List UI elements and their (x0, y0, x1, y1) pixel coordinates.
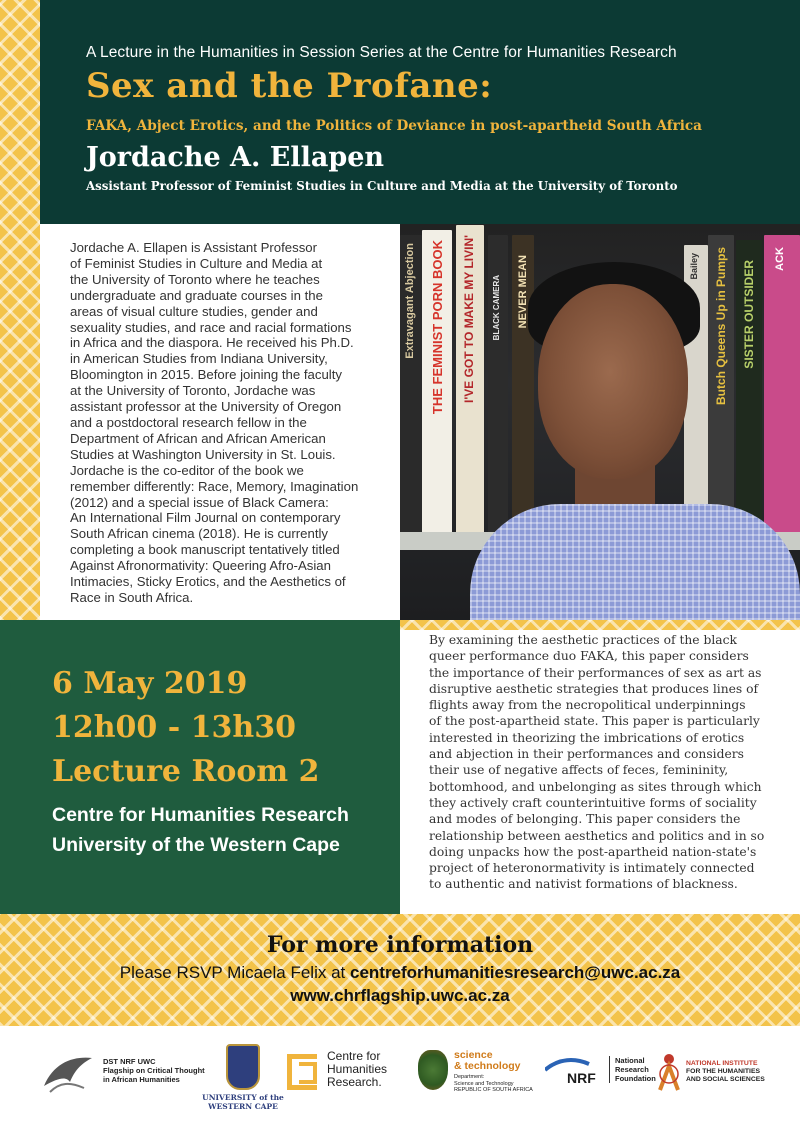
chr-line: Research. (327, 1075, 382, 1089)
nihss-figure-icon (656, 1052, 682, 1092)
nihss-accent-line: NATIONAL INSTITUTE (686, 1060, 758, 1067)
book-spine (488, 235, 508, 535)
science-line: science (454, 1049, 493, 1061)
science-small-line: REPUBLIC OF SOUTH AFRICA (454, 1087, 533, 1093)
info-title: For more information (266, 932, 534, 958)
bio-line: remember differently: Race, Memory, Imagination (70, 478, 359, 494)
bio-line: Against Afronormativity: Queering Afro-Asian (70, 558, 331, 574)
website-link[interactable]: www.chrflagship.uwc.ac.za (290, 986, 510, 1005)
book-title: ACK (774, 247, 786, 271)
book-spine (512, 235, 534, 535)
book-title: Bailey (689, 253, 699, 280)
chr-mark-icon (299, 1062, 317, 1084)
abstract-line: they actively craft counterintuitive forms of sociality (429, 795, 757, 810)
bio-line: undergraduate and graduate courses in the (70, 287, 323, 303)
abstract-line: relationship between aesthetics and politics and in so (429, 828, 765, 843)
abstract-line: queer performance duo FAKA, this paper considers (429, 649, 749, 664)
bio-line: Intimacies, Sticky Erotics, and the Aesthetics of (70, 574, 346, 590)
book-spine (422, 230, 452, 535)
chr-logo-text (327, 1050, 417, 1089)
uwc-name (198, 1093, 288, 1111)
uwc-crest-icon (226, 1044, 260, 1090)
bio-line: Jordache A. Ellapen is Assistant Professor (70, 240, 318, 255)
event-details (0, 620, 400, 914)
bio-line: Race in South Africa. (70, 589, 194, 605)
abstract-line: their use of negative affects of feces, femininity, (429, 763, 729, 778)
speaker-shirt (470, 504, 800, 620)
bio-line: (2012) and a special issue of Black Camera: (70, 494, 329, 510)
bio-line: Bloomington in 2015. Before joining the faculty (70, 367, 342, 383)
event-time: 12h00 - 13h30 (52, 710, 296, 745)
nrf-mark-text: NRF (567, 1070, 596, 1086)
nihss-line: AND SOCIAL SCIENCES (686, 1076, 765, 1083)
uwc-line: UNIVERSITY of the (202, 1093, 284, 1102)
abstract-line: project of heteronormativity is intimately connected (429, 861, 755, 876)
uwc-line: WESTERN CAPE (208, 1102, 278, 1111)
nihss-line: FOR THE HUMANITIES (686, 1068, 761, 1075)
abstract-line: flights away from the necropolitical underpinnings (429, 698, 746, 713)
abstract-line: interested in theorizing the imbrications of erotics (429, 730, 745, 745)
nihss-logo-text (686, 1060, 786, 1084)
speaker-name: Jordache A. Ellapen (86, 142, 385, 173)
rsvp-text: Please RSVP Micaela Felix at (119, 963, 350, 982)
bio-line: the University of Toronto where he teaches (70, 271, 320, 287)
flagship-line: Flagship on Critical Thought (103, 1066, 205, 1075)
lecture-title: Sex and the Profane: (86, 66, 493, 106)
chr-line: Humanities (327, 1062, 388, 1076)
abstract-line: to authentic and nativist formations of blackness. (429, 877, 738, 892)
flagship-logo-text (103, 1057, 205, 1084)
bio-line: areas of visual culture studies, gender and (70, 303, 318, 319)
flagship-line: DST NRF UWC (103, 1057, 156, 1066)
event-room: Lecture Room 2 (52, 754, 320, 789)
book-title: NEVER MEAN (517, 255, 529, 329)
speaker-photo (400, 224, 800, 620)
book-spine (736, 240, 762, 535)
coat-of-arms-icon (418, 1050, 448, 1090)
book-title: Extravagant Abjection (404, 243, 416, 359)
rsvp-email-link[interactable]: centreforhumanitiesresearch@uwc.ac.za (349, 963, 681, 982)
nrf-line: Foundation (615, 1074, 656, 1083)
bio-line: sexuality studies, and race and racial formations (70, 319, 352, 335)
lecture-subtitle: FAKA, Abject Erotics, and the Politics of Deviance in post-apartheid South Africa (86, 118, 702, 134)
flagship-line: in African Humanities (103, 1075, 180, 1084)
rsvp-line (0, 963, 800, 983)
bio-line: at the University of Toronto, Jordache was (70, 383, 316, 399)
nrf-swoosh-icon (545, 1056, 605, 1086)
science-small-line: Science and Technology (454, 1080, 514, 1087)
book-title: I'VE GOT TO MAKE MY LIVIN' (462, 235, 476, 403)
book-title: THE FEMINIST PORN BOOK (430, 240, 445, 415)
abstract-line: bottomhood, and unbelonging as sites through which (429, 779, 762, 794)
event-centre: Centre for Humanities Research (52, 804, 349, 826)
event-date: 6 May 2019 (52, 666, 248, 701)
bio-line: Studies at Washington University in St. Louis. (70, 446, 336, 462)
abstract-line: the importance of their performances of sex as art as (429, 665, 762, 680)
science-line: & technology (454, 1060, 521, 1072)
more-information (0, 932, 800, 1006)
event-university: University of the Western Cape (52, 834, 340, 856)
abstract-line: disruptive aesthetic strategies that produces lines of (429, 681, 759, 696)
abstract-line: and abjection in their performances and considers (429, 747, 744, 762)
flagship-bird-logo (40, 1052, 96, 1096)
bio-line: of Feminist Studies in Culture and Media at (70, 255, 323, 271)
lecture-abstract (429, 632, 775, 893)
book-title: SISTER OUTSIDER (742, 260, 756, 369)
book-spine (708, 235, 734, 535)
uwc-logo (198, 1044, 288, 1111)
chr-line: Centre for (327, 1049, 381, 1063)
science-department (454, 1074, 554, 1094)
abstract-line: By examining the aesthetic practices of the black (429, 633, 737, 647)
speaker-role: Assistant Professor of Feminist Studies in Culture and Media at the University of Toronto (86, 179, 678, 193)
abstract-line: doing unpacks how the post-apartheid nation-state's (429, 844, 757, 859)
bio-line: and a postdoctoral research fellow in the (70, 414, 307, 430)
bio-line: South African cinema (2018). He is currently (70, 526, 329, 542)
speaker-bio (70, 240, 388, 606)
bio-line: in Africa and the diaspora. He received his Ph.D. (70, 335, 354, 351)
partner-logos (0, 1026, 800, 1131)
book-spine (400, 235, 422, 535)
book-title: BLACK CAMERA (492, 275, 501, 341)
bio-line: assistant professor at the University of Oregon (70, 399, 342, 415)
bio-line: Jordache is the co-editor of the book we (70, 462, 304, 478)
bio-line: completing a book manuscript tentatively titled (70, 542, 340, 558)
nrf-line: Research (615, 1065, 649, 1074)
abstract-line: of the post-apartheid state. This paper is particularly (429, 714, 760, 729)
poster-header (40, 0, 800, 224)
abstract-line: and modes of belonging. This paper considers the (429, 812, 741, 827)
bio-line: in American Studies from Indiana University, (70, 351, 328, 367)
speaker-face (538, 284, 688, 479)
bio-line: Department of African and African American (70, 430, 326, 446)
book-spine (764, 235, 800, 535)
book-title: Butch Queens Up in Pumps (714, 247, 728, 406)
science-logo-text (454, 1050, 554, 1094)
series-line: A Lecture in the Humanities in Session Series at the Centre for Humanities Research (86, 44, 677, 61)
nrf-line: National (615, 1056, 645, 1065)
decorative-pattern-left (0, 0, 40, 640)
book-spine (456, 225, 484, 535)
science-small-line: Department: (454, 1074, 485, 1080)
bio-line: An International Film Journal on contemporary (70, 510, 341, 526)
